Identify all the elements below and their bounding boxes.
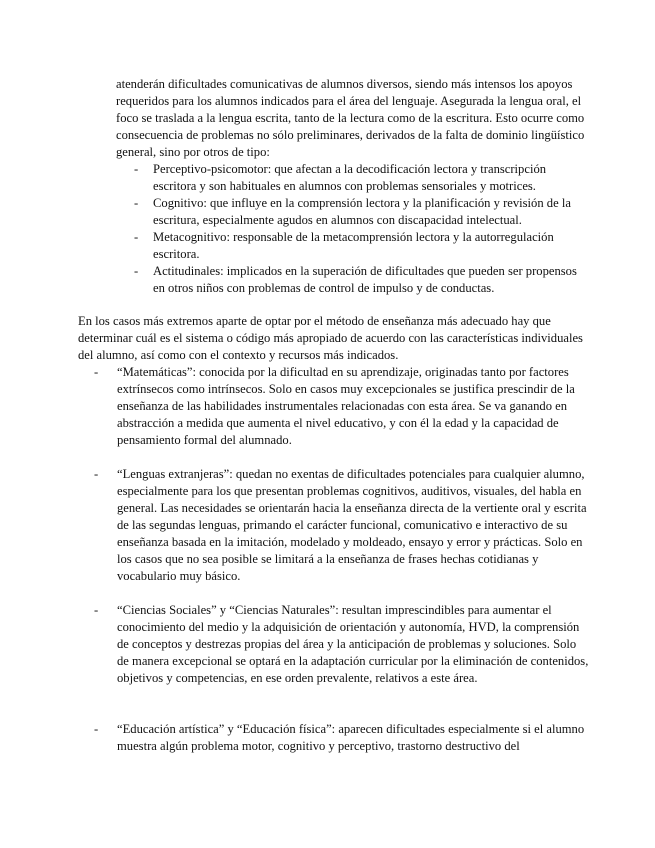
area-item-ciencias bbox=[94, 602, 589, 687]
difficulty-type-text: Cognitivo: que influye en la comprensión lectora y la planificación y revisión de la escritura, especialmente agudos en alumnos con discapacidad intelectual. bbox=[153, 196, 571, 228]
area-item-text: “Educación artística” y “Educación física”: aparecen dificultades especialmente si el alumno muestra algún problema motor, cognitivo y perceptivo, trastorno destructivo del bbox=[117, 722, 585, 754]
list-dash: - bbox=[134, 162, 139, 176]
main-paragraph: En los casos más extremos aparte de optar por el método de enseñanza más adecuado hay que determinar cuál es el sistema o código más apropiado de acuerdo con las características individuales del alumno, así como con el contexto y recursos más indicados. bbox=[78, 314, 583, 363]
difficulty-type-item bbox=[134, 161, 588, 195]
area-item-educacion-artistica-fisica bbox=[94, 721, 589, 755]
area-item-text: “Matemáticas”: conocida por la dificultad en su aprendizaje, originadas tanto por factores extrínsecos como intrínsecos. Solo en casos muy excepcionales se justifica prescindir de la enseñanza de las habilidades instrumentales relacionadas con esta área. Se va ganando en abstracción a medida que aumenta el nivel educativo, y con él la edad y la capacidad de pensamiento formal del alumnado. bbox=[117, 365, 575, 448]
area-item-text: “Lenguas extranjeras”: quedan no exentas de dificultades potenciales para cualquier alumno, especialmente para los que presentan problemas cognitivos, auditivos, visuales, del habla en general. Las necesidades se orientarán hacia la enseñanza directa de la vertiente oral y escrita de las segundas lenguas, primando el carácter funcional, comunicativo e interactivo de su enseñanza basada en la imitación, modelado y moldeado, ensayo y error y prácticas. Solo en los casos que no sea posible se limitará a la enseñanza de frases hechas cotidianas y vocabulario muy básico. bbox=[117, 467, 587, 584]
list-dash: - bbox=[94, 365, 99, 379]
difficulty-type-item bbox=[134, 263, 588, 297]
difficulty-type-list bbox=[134, 161, 588, 297]
difficulty-type-text: Metacognitivo: responsable de la metacomprensión lectora y la autorregulación escritora. bbox=[153, 230, 554, 262]
area-item-matematicas bbox=[94, 364, 589, 449]
difficulty-type-text: Actitudinales: implicados en la superación de dificultades que pueden ser propensos en otros niños con problemas de control de impulso y de conductas. bbox=[153, 264, 577, 296]
area-item-text: “Ciencias Sociales” y “Ciencias Naturales”: resultan imprescindibles para aumentar el conocimiento del medio y la adquisición de orientación y autonomía, HVD, la comprensión de conceptos y destrezas propias del área y la anticipación de problemas y soluciones. Solo de manera excepcional se optará en la adaptación curricular por la eliminación de contenidos, objetivos y competencias, en ese orden prevalente, relativos a este área. bbox=[117, 603, 589, 686]
list-dash: - bbox=[134, 264, 139, 279]
intro-paragraph: atenderán dificultades comunicativas de alumnos diversos, siendo más intensos los apoyos requeridos para los alumnos indicados para el área del lenguaje. Asegurada la lengua oral, el foco se traslada a la lengua escrita, tanto de la lectura como de la escritura. Esto ocurre como consecuencia de problemas no sólo preliminares, derivados de la falta de dominio lingüístico general, sino por otros de tipo: bbox=[116, 77, 585, 160]
list-dash: - bbox=[134, 230, 139, 245]
list-dash: - bbox=[94, 603, 99, 617]
difficulty-type-item bbox=[134, 195, 588, 229]
difficulty-type-item bbox=[134, 229, 588, 263]
list-dash: - bbox=[134, 196, 139, 211]
list-dash: - bbox=[94, 467, 99, 481]
list-dash: - bbox=[94, 722, 99, 736]
area-item-lenguas-extranjeras bbox=[94, 466, 589, 585]
difficulty-type-text: Perceptivo-psicomotor: que afectan a la decodificación lectora y transcripción escritora y son habituales en alumnos con problemas sensoriales y motrices. bbox=[153, 162, 547, 194]
